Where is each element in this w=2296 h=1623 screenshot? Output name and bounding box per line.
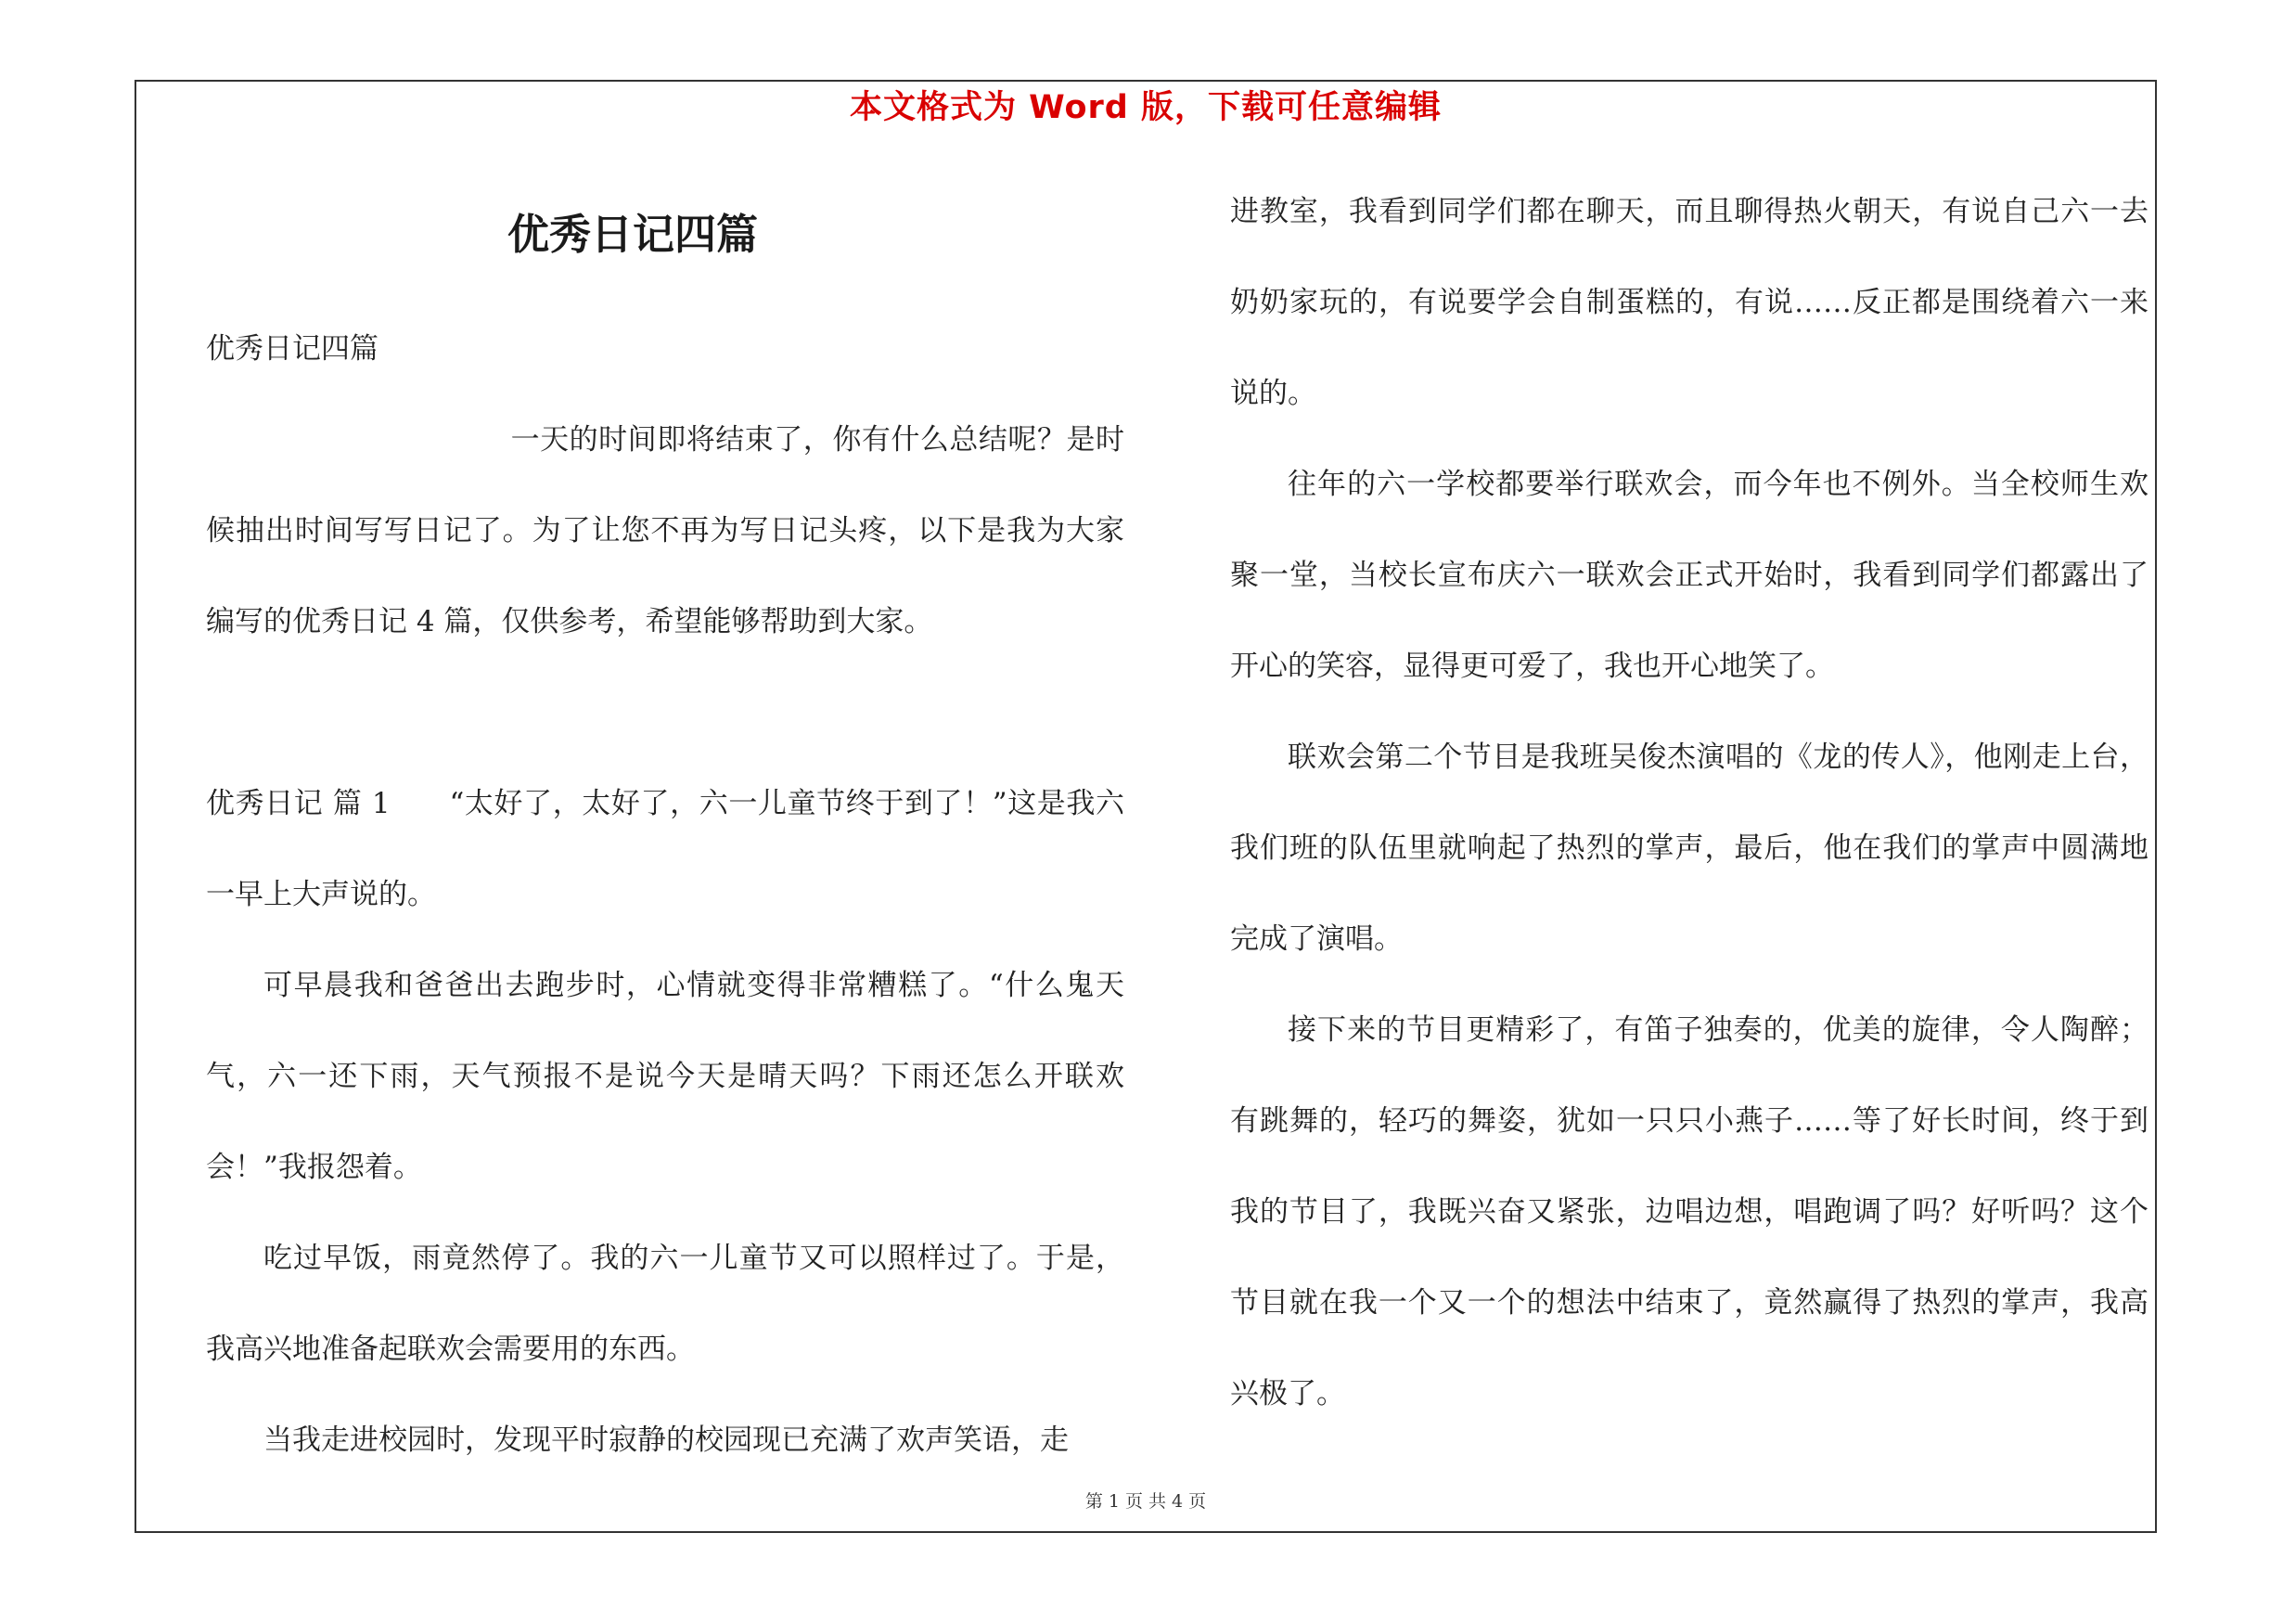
paragraph: 往年的六一学校都要举行联欢会，而今年也不例外。当全校师生欢聚一堂，当校长宣布庆六一联欢会正式开始时，我看到同学们都露出了开心的笑容，显得更可爱了，我也开心地笑了。 [1230, 468, 2148, 683]
paragraph: 当我走进校园时，发现平时寂静的校园现已充满了欢声笑语，走 [263, 1423, 1069, 1457]
paragraph: 接下来的节目更精彩了，有笛子独奏的，优美的旋律，令人陶醉；有跳舞的，轻巧的舞姿，犹如一只只小燕子……等了好长时间，终于到我的节目了，我既兴奋又紧张，边唱边想，唱跑调了吗？好听吗？这个节目就在我一个又一个的想法中结束了，竟然赢得了热烈的掌声，我高兴极了。 [1230, 1013, 2148, 1410]
section-heading-paragraph: 优秀日记 篇 1 “太好了，太好了，六一儿童节终于到了！”这是我六一早上大声说的。 [206, 787, 1124, 911]
paragraph: 可早晨我和爸爸出去跑步时，心情就变得非常糟糕了。“什么鬼天气，六一还下雨，天气预报不是说今天是晴天吗？下雨还怎么开联欢会！”我报怨着。 [206, 969, 1124, 1184]
page-number-footer: 第 1 页 共 4 页 [1084, 1491, 1207, 1512]
subtitle: 优秀日记四篇 [206, 332, 378, 366]
format-banner: 本文格式为 Word 版，下载可任意编辑 [849, 89, 1443, 126]
intro-paragraph: 一天的时间即将结束了，你有什么总结呢？是时候抽出时间写写日记了。为了让您不再为写日记头疼，以下是我为大家编写的优秀日记 4 篇，仅供参考，希望能够帮助到大家。 [206, 423, 1124, 638]
paragraph: 吃过早饭，雨竟然停了。我的六一儿童节又可以照样过了。于是，我高兴地准备起联欢会需要用的东西。 [206, 1242, 1124, 1366]
paragraph-continued: 进教室，我看到同学们都在聊天，而且聊得热火朝天，有说自己六一去奶奶家玩的，有说要学会自制蛋糕的，有说……反正都是围绕着六一来说的。 [1230, 195, 2148, 410]
paragraph: 联欢会第二个节目是我班吴俊杰演唱的《龙的传人》，他刚走上台，我们班的队伍里就响起了热烈的掌声，最后，他在我们的掌声中圆满地完成了演唱。 [1230, 741, 2148, 956]
document-title: 优秀日记四篇 [507, 210, 758, 259]
right-column [1230, 166, 2148, 1439]
left-column [206, 303, 1124, 1486]
